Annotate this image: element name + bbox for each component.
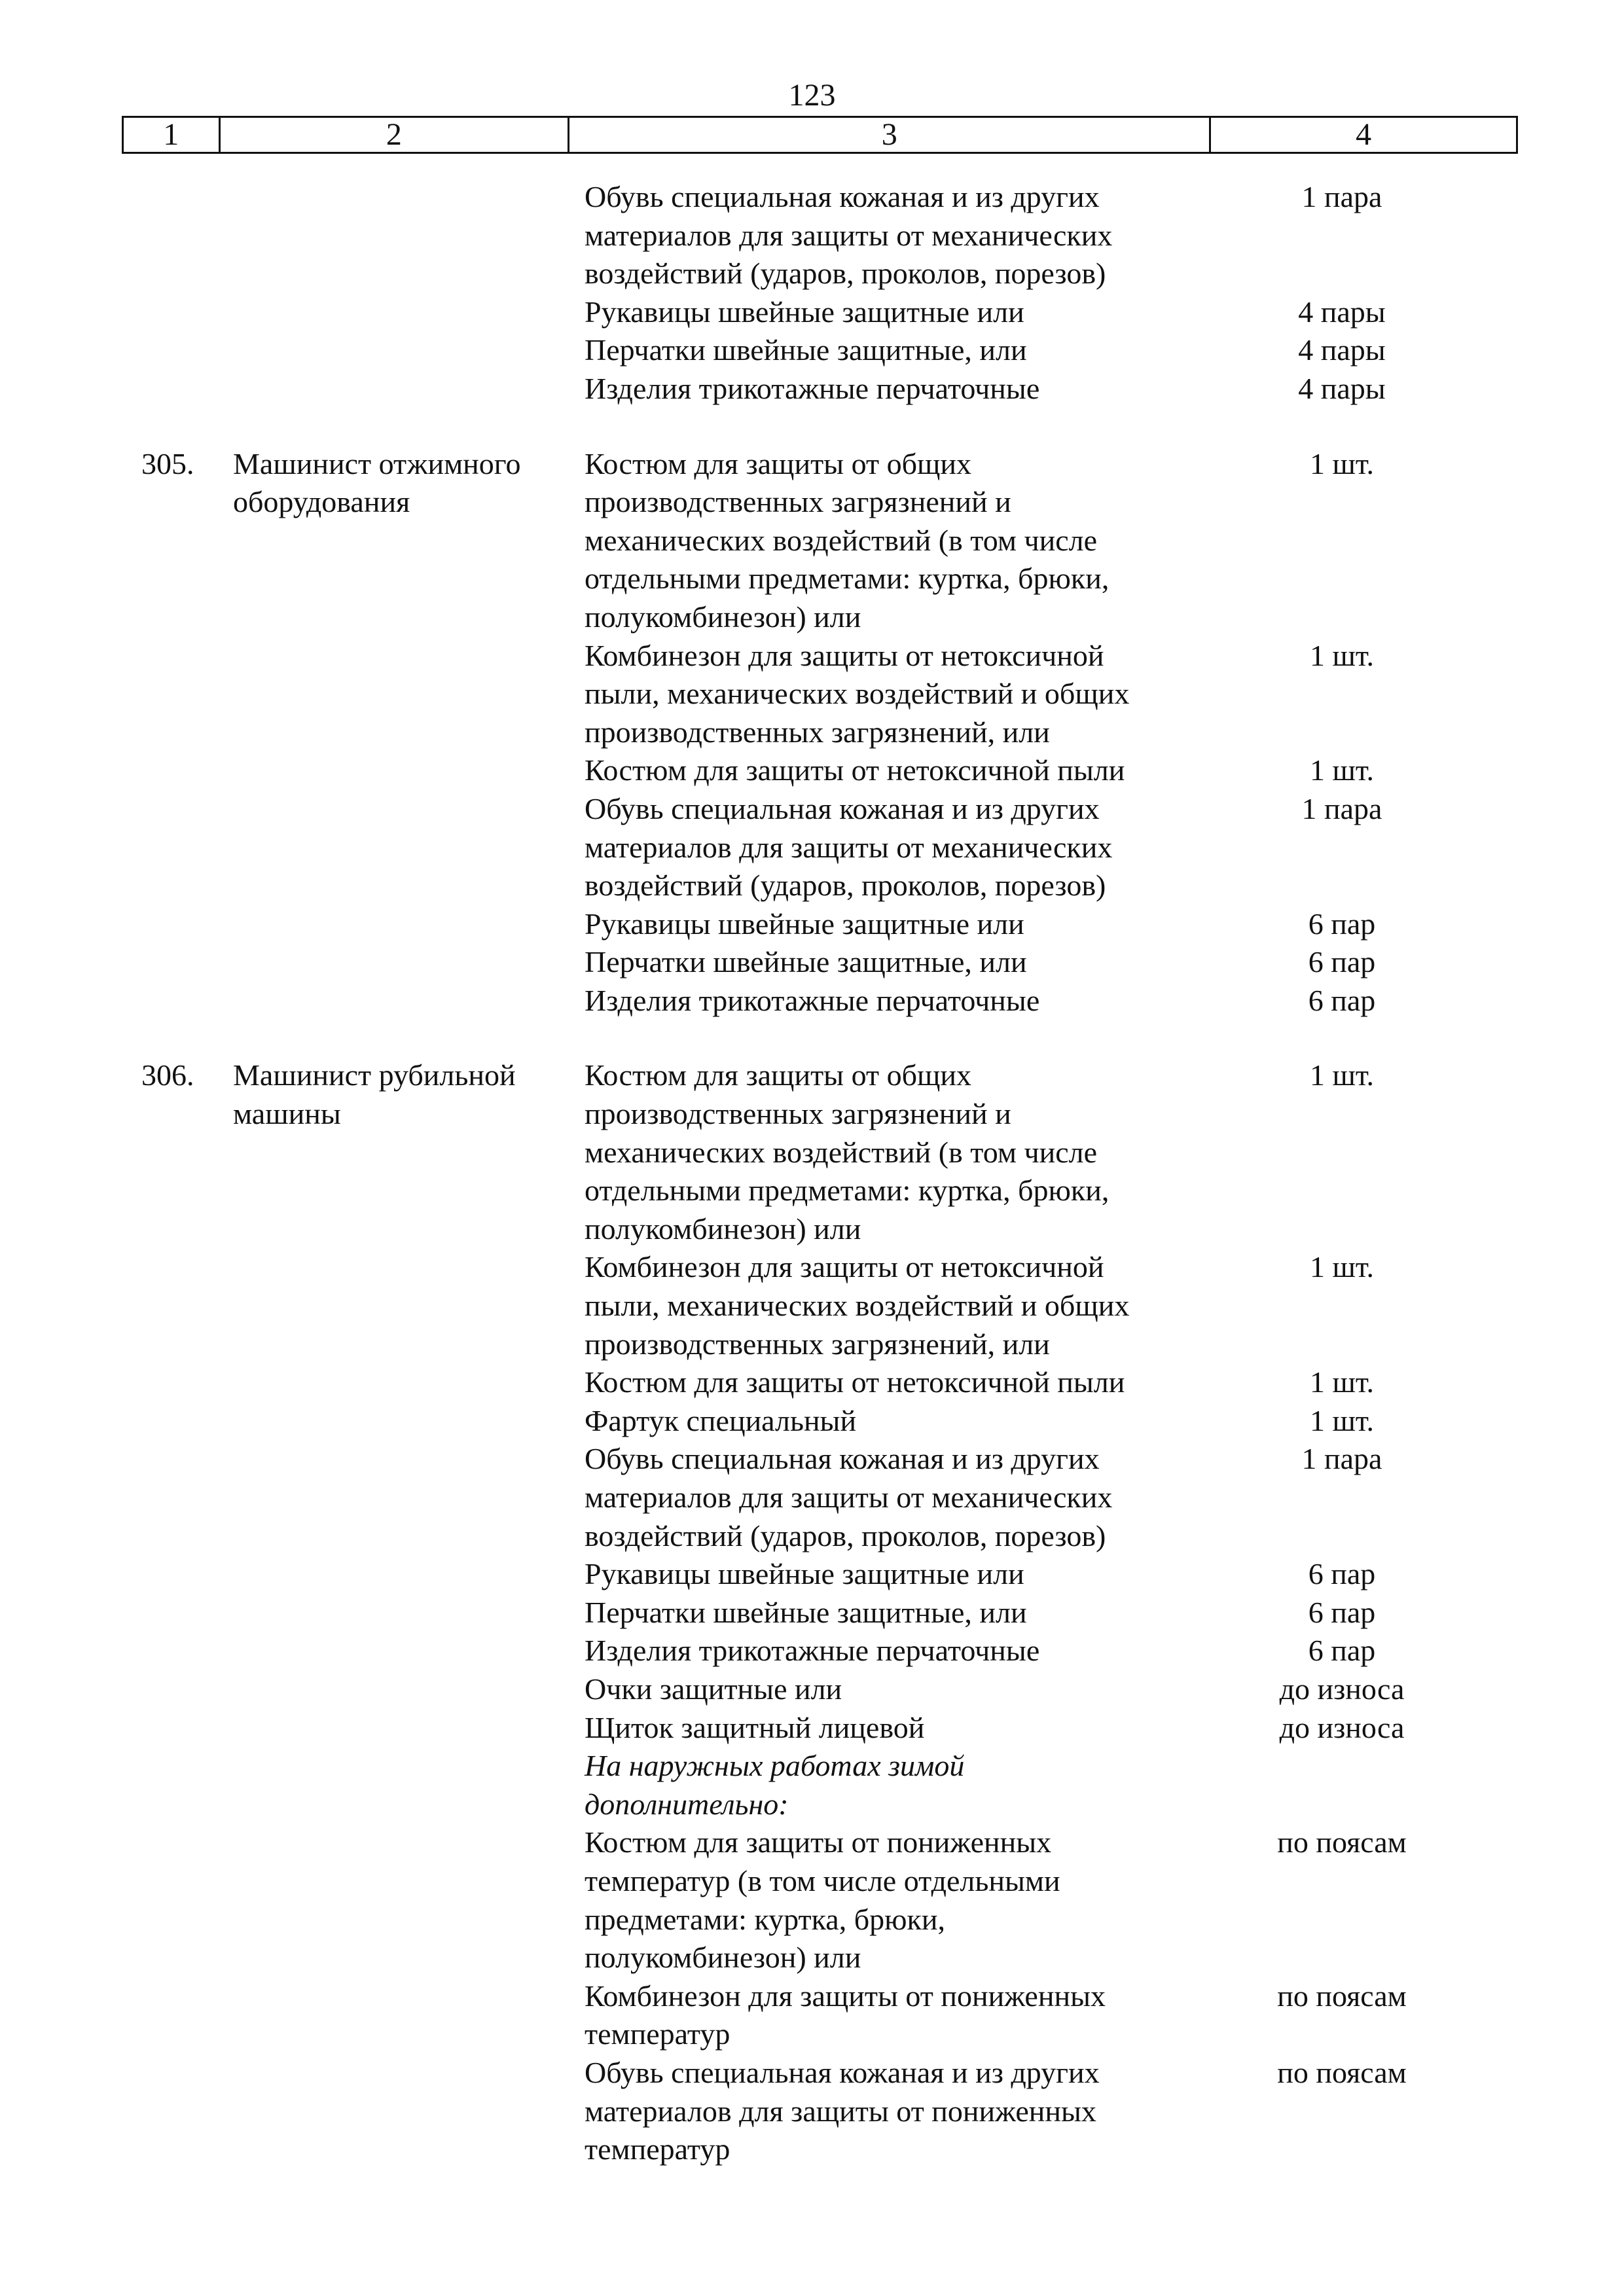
item-row (0, 370, 1624, 408)
entry-number: 305. (141, 446, 194, 480)
item-name: Костюм для защиты от общих производственных загрязнений и механических воздействий (в том числе отдельными предметами: куртка, брюки, полукомбинезон) или (585, 1058, 1110, 1246)
item-name: Перчатки швейные защитные, или (585, 1595, 1027, 1629)
item-row (0, 1248, 1624, 1363)
item-row (0, 1440, 1624, 1555)
item-name: Перчатки швейные защитные, или (585, 333, 1027, 367)
item-quantity: 4 пары (1298, 371, 1386, 405)
item-name: Комбинезон для защиты от пониженных температур (585, 1979, 1106, 2051)
table-entry (0, 178, 1624, 408)
item-name: Изделия трикотажные перчаточные (585, 983, 1040, 1017)
item-quantity: 1 шт. (1309, 1403, 1375, 1437)
item-quantity: 1 пара (1301, 1442, 1382, 1476)
item-quantity: по поясам (1277, 1825, 1407, 1859)
item-quantity: 6 пар (1308, 1595, 1376, 1629)
item-name: Костюм для защиты от общих производственных загрязнений и механических воздействий (в том числе отдельными предметами: куртка, брюки, полукомбинезон) или (585, 446, 1110, 634)
item-row (0, 637, 1624, 752)
item-name: Рукавицы швейные защитные или (585, 295, 1024, 329)
item-quantity: 1 пара (1301, 180, 1382, 213)
item-row (0, 178, 1624, 293)
item-name: Обувь специальная кожаная и из других материалов для защиты от механических воздействий (ударов, проколов, порезов) (585, 180, 1113, 291)
item-row (0, 751, 1624, 790)
item-name: Изделия трикотажные перчаточные (585, 371, 1040, 405)
item-name: Перчатки швейные защитные, или (585, 945, 1027, 979)
item-quantity: 4 пары (1298, 295, 1386, 329)
item-name: Комбинезон для защиты от нетоксичной пыли, механических воздействий и общих производственных загрязнений, или (585, 1250, 1130, 1361)
item-quantity: 6 пар (1308, 983, 1376, 1017)
item-name: Комбинезон для защиты от нетоксичной пыли, механических воздействий и общих производственных загрязнений, или (585, 638, 1130, 749)
item-name: Обувь специальная кожаная и из других материалов для защиты от механических воздействий (ударов, проколов, порезов) (585, 791, 1113, 903)
entry-profession: Машинист отжимного оборудования (233, 446, 521, 519)
item-name: Изделия трикотажные перчаточные (585, 1634, 1040, 1668)
item-row (0, 293, 1624, 332)
item-quantity: 1 шт. (1309, 1058, 1375, 1092)
table-entry (0, 445, 1624, 1020)
item-name: Рукавицы швейные защитные или (585, 906, 1024, 941)
item-quantity: 1 пара (1301, 791, 1382, 825)
item-row (0, 1977, 1624, 2054)
table-header (122, 116, 1518, 154)
entry-profession: Машинист рубильной машины (233, 1058, 516, 1131)
item-name: Костюм для защиты от пониженных температур (в том числе отдельными предметами: куртка, брюки, полукомбинезон) или (585, 1825, 1060, 1975)
item-quantity: 1 шт. (1309, 1365, 1375, 1399)
item-quantity: 6 пар (1308, 945, 1376, 979)
item-quantity: по поясам (1277, 1979, 1407, 2013)
item-row (0, 2054, 1624, 2169)
item-quantity: до износа (1279, 1672, 1405, 1706)
item-quantity: 1 шт. (1309, 1250, 1375, 1284)
item-name: Костюм для защиты от нетоксичной пыли (585, 753, 1125, 787)
item-quantity: 6 пар (1308, 1557, 1376, 1591)
item-name: Обувь специальная кожаная и из других материалов для защиты от пониженных температур (585, 2055, 1100, 2166)
item-row (0, 331, 1624, 370)
item-row (0, 905, 1624, 944)
column-header-4: 4 (1356, 117, 1372, 152)
item-quantity: 6 пар (1308, 1634, 1376, 1668)
item-row (0, 1555, 1624, 1594)
item-quantity: 6 пар (1308, 906, 1376, 941)
item-row (0, 1670, 1624, 1709)
item-row (0, 1363, 1624, 1402)
table-body (0, 178, 1624, 2206)
item-quantity: по поясам (1277, 2055, 1407, 2089)
column-header-1: 1 (124, 118, 221, 152)
item-name: Рукавицы швейные защитные или (585, 1557, 1024, 1591)
item-name: Щиток защитный лицевой (585, 1710, 925, 1744)
item-name: Фартук специальный (585, 1403, 857, 1437)
item-quantity: 1 шт. (1309, 753, 1375, 787)
item-row (0, 982, 1624, 1020)
column-header-2: 2 (221, 118, 570, 152)
item-row (0, 1632, 1624, 1670)
item-name: Костюм для защиты от нетоксичной пыли (585, 1365, 1125, 1399)
item-name: Очки защитные или (585, 1672, 842, 1706)
item-row (0, 1402, 1624, 1441)
item-name: Обувь специальная кожаная и из других материалов для защиты от механических воздействий (ударов, проколов, порезов) (585, 1442, 1113, 1552)
item-name: На наружных работах зимой дополнительно: (585, 1749, 965, 1821)
item-row (0, 1594, 1624, 1632)
item-row (0, 1823, 1624, 1977)
item-row (0, 1747, 1624, 1823)
entry-number: 306. (141, 1058, 194, 1092)
page-number: 123 (788, 78, 836, 113)
table-entry (0, 1056, 1624, 2168)
item-quantity: 4 пары (1298, 333, 1386, 367)
column-header-3: 3 (569, 118, 1211, 152)
item-row (0, 1709, 1624, 1748)
item-row (0, 790, 1624, 905)
item-row (0, 943, 1624, 982)
item-quantity: 1 шт. (1309, 638, 1375, 672)
item-quantity: до износа (1279, 1710, 1405, 1744)
item-quantity: 1 шт. (1309, 446, 1375, 480)
